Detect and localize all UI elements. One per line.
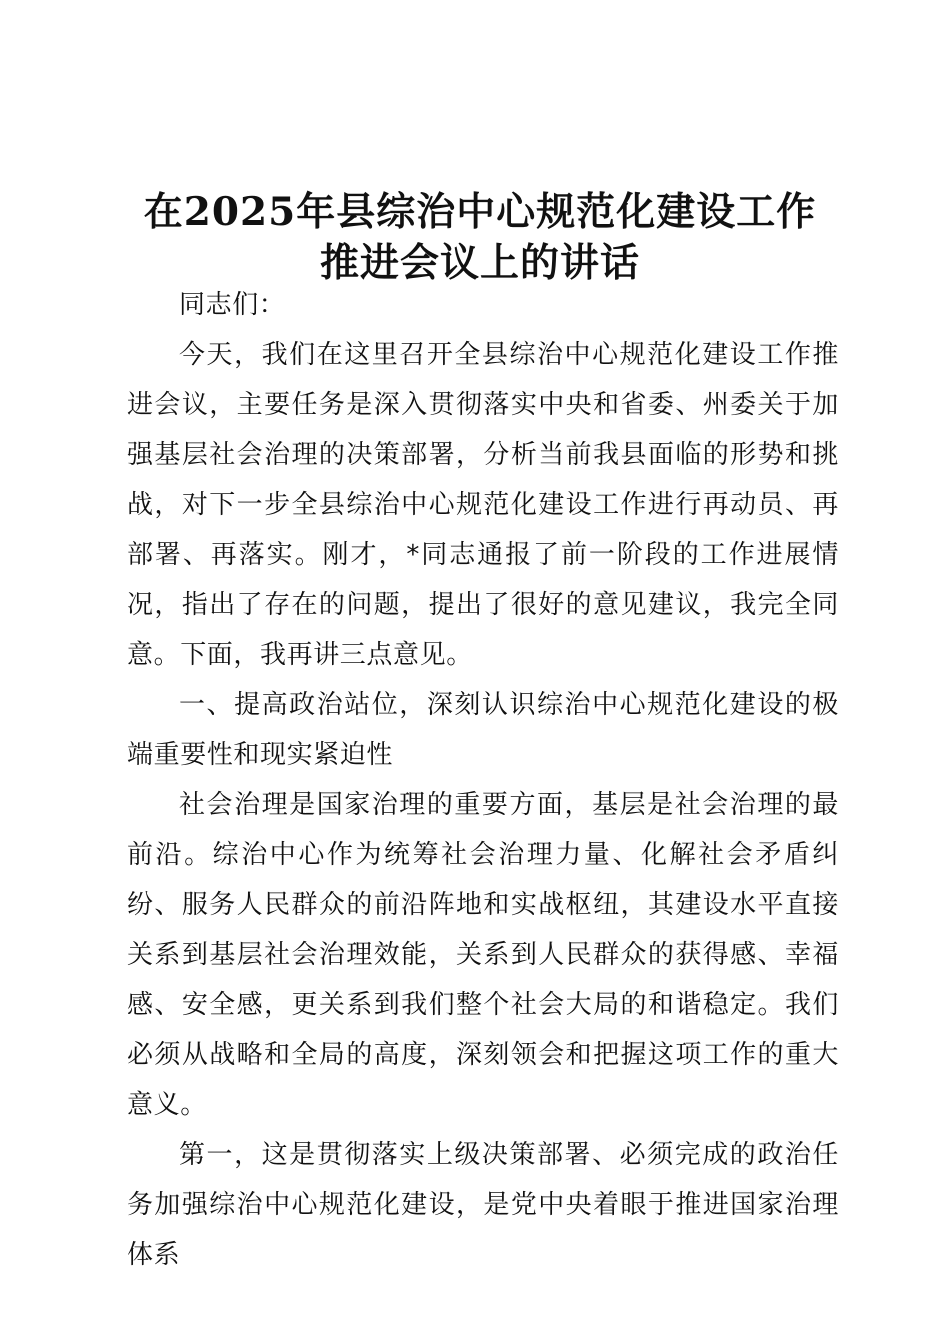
salutation-block <box>127 280 839 330</box>
paragraph-first-point: 第一，这是贯彻落实上级决策部署、必须完成的政治任务加强综治中心规范化建设，是党中央着眼于推进国家治理体系 <box>127 1140 839 1270</box>
paragraph-opening: 今天，我们在这里召开全县综治中心规范化建设工作推进会议，主要任务是深入贯彻落实中央和省委、州委关于加强基层社会治理的决策部署，分析当前我县面临的形势和挑战，对下一步全县综治中心规范化建设工作进行再动员、再部署、再落实。刚才，*同志通报了前一阶段的工作进展情况，指出了存在的问题，提出了很好的意见建议，我完全同意。下面，我再讲三点意见。 <box>127 340 839 670</box>
document-title-line-1: 在2025年县综治中心规范化建设工作 <box>143 189 817 235</box>
document-body <box>127 330 839 1280</box>
section-heading-1: 一、提高政治站位，深刻认识综治中心规范化建设的极端重要性和现实紧迫性 <box>127 690 839 770</box>
paragraph-social-governance: 社会治理是国家治理的重要方面，基层是社会治理的最前沿。综治中心作为统筹社会治理力量、化解社会矛盾纠纷、服务人民群众的前沿阵地和实战枢纽，其建设水平直接关系到基层社会治理效能，关系到人民群众的获得感、幸福感、安全感，更关系到我们整个社会大局的和谐稳定。我们必须从战略和全局的高度，深刻领会和把握这项工作的重大意义。 <box>127 790 839 1120</box>
document-title-line-2: 推进会议上的讲话 <box>319 240 640 286</box>
salutation: 同志们： <box>179 290 286 320</box>
